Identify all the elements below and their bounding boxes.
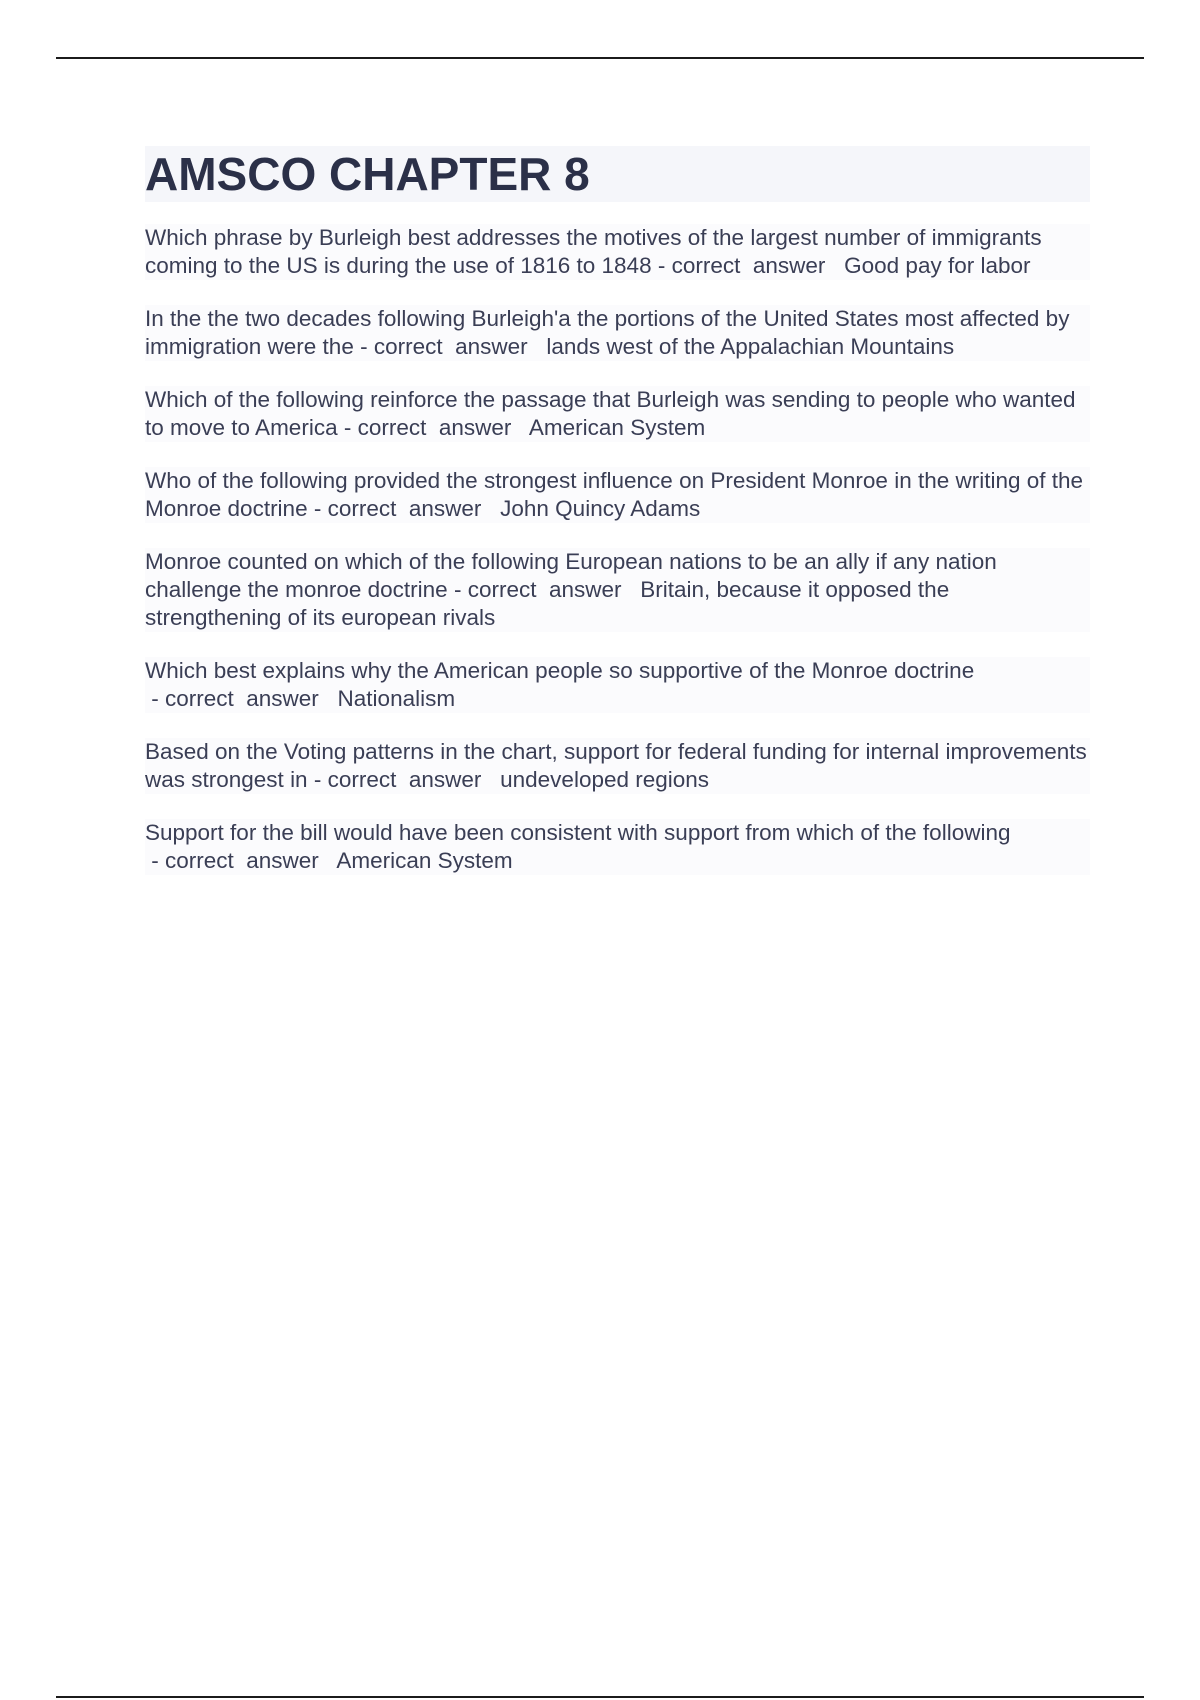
question-text: Who of the following provided the strongest influence on President Monroe in the writing of the Monroe doctrine	[145, 468, 1084, 521]
answer-text: Britain, because it opposed the strengthening of its european rivals	[145, 577, 950, 630]
question-text: Which phrase by Burleigh best addresses the motives of the largest number of immigrants coming to the US is during the use of 1816 to 1848	[145, 225, 1042, 278]
question-text: Which best explains why the American people so supportive of the Monroe doctrine	[145, 658, 975, 683]
qa-item-1	[145, 224, 1090, 280]
qa-item-7	[145, 738, 1090, 794]
qa-item-2	[145, 305, 1090, 361]
answer-text: American System	[528, 415, 706, 440]
answer-marker: - correct answer	[447, 577, 641, 602]
question-text: Which of the following reinforce the passage that Burleigh was sending to people who wanted to move to America	[145, 387, 1076, 440]
bottom-rule	[56, 1696, 1144, 1698]
answer-marker: - correct answer	[353, 334, 547, 359]
answer-text: Good pay for labor	[844, 253, 1031, 278]
qa-item-5	[145, 548, 1090, 632]
answer-marker: - correct answer	[307, 767, 501, 792]
answer-text: Nationalism	[337, 686, 456, 711]
document-body	[145, 146, 1090, 900]
question-text: Monroe counted on which of the following European nations to be an ally if any nation challenge the monroe doctrine	[145, 549, 997, 602]
answer-marker: - correct answer	[145, 686, 338, 711]
answer-marker: - correct answer	[337, 415, 529, 440]
answer-text: lands west of the Appalachian Mountains	[546, 334, 955, 359]
answer-text: American System	[336, 848, 513, 873]
question-text: In the the two decades following Burleigh'a the portions of the United States most affected by immigration were the	[145, 306, 1070, 359]
page-title: AMSCO CHAPTER 8	[145, 146, 1090, 202]
qa-item-8	[145, 819, 1090, 875]
top-rule	[56, 57, 1144, 59]
answer-marker: - correct answer	[307, 496, 501, 521]
question-text: Support for the bill would have been consistent with support from which of the following	[145, 820, 1011, 845]
qa-list	[145, 224, 1090, 875]
qa-item-3	[145, 386, 1090, 442]
qa-item-6	[145, 657, 1090, 713]
question-text: Based on the Voting patterns in the chart, support for federal funding for internal improvements was strongest in	[145, 739, 1087, 792]
answer-text: undeveloped regions	[500, 767, 710, 792]
answer-text: John Quincy Adams	[500, 496, 701, 521]
answer-marker: - correct answer	[651, 253, 845, 278]
qa-item-4	[145, 467, 1090, 523]
answer-marker: - correct answer	[145, 848, 337, 873]
